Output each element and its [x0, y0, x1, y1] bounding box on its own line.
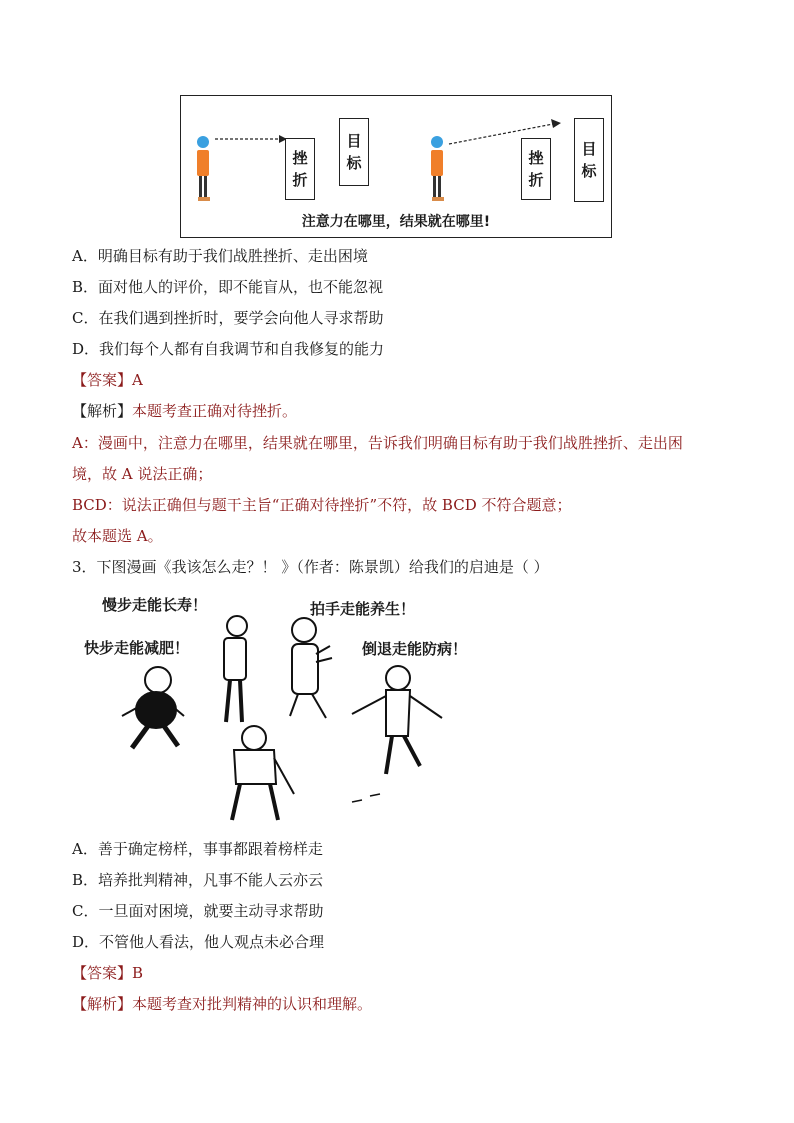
q2-answer — [72, 370, 143, 390]
q2-option-c: C．在我们遇到挫折时，要学会向他人寻求帮助 — [72, 309, 384, 327]
q3-option-a: A．善于确定榜样，事事都跟着榜样走 — [72, 840, 323, 858]
q2-explain-line-2: 境，故 A 说法正确； — [72, 465, 213, 483]
q2-option-d: D．我们每个人都有自我调节和自我修复的能力 — [72, 340, 385, 358]
analysis-label: 【解析】 — [72, 402, 133, 420]
slow-walker-figure — [224, 616, 247, 722]
person-figure-right — [431, 136, 444, 201]
analysis-text: 本题考查对批判精神的认识和理解。 — [132, 995, 373, 1013]
person-figure-left — [197, 136, 210, 201]
setback-card-right: 挫 折 — [521, 138, 551, 200]
q2-explain-line-3: BCD：说法正确但与题干主旨“正确对待挫折”不符，故 BCD 不符合题意； — [72, 496, 572, 514]
bubble-clap-walk: 拍手走能养生！ — [310, 600, 416, 618]
bubble-fast-walk: 快步走能减肥！ — [84, 639, 190, 657]
fast-walker-figure — [122, 667, 184, 748]
setback-card-left: 挫 折 — [285, 138, 315, 200]
analysis-label: 【解析】 — [72, 995, 133, 1013]
q2-option-b: B．面对他人的评价，即不能盲从，也不能忽视 — [72, 278, 384, 296]
answer-value: A — [132, 371, 143, 389]
q2-analysis — [72, 401, 297, 421]
answer-label: 【答案】 — [72, 371, 133, 389]
goal-card-right: 目 标 — [574, 118, 604, 202]
q3-option-d: D．不管他人看法，他人观点未必合理 — [72, 933, 325, 951]
answer-value: B — [132, 964, 144, 982]
q2-explain-line-1: A：漫画中，注意力在哪里，结果就在哪里，告诉我们明确目标有助于我们战胜挫折、走出困 — [72, 434, 683, 452]
analysis-text: 本题考查正确对待挫折。 — [132, 402, 298, 420]
q3-analysis — [72, 994, 372, 1014]
q2-explain-line-4: 故本题选 A。 — [72, 527, 163, 545]
q3-stem: 3．下图漫画《我该怎么走？！ 》（作者：陈景凯）给我们的启迪是（ ） — [72, 558, 549, 576]
q3-option-b: B．培养批判精神，凡事不能人云亦云 — [72, 871, 324, 889]
backward-walker-figure — [352, 666, 442, 774]
cartoon-figures — [80, 588, 500, 828]
q3-answer — [72, 963, 143, 983]
figure-caption: 注意力在哪里，结果就在哪里! — [301, 214, 491, 230]
walking-cartoon — [80, 588, 500, 828]
q3-option-c: C．一旦面对困境，就要主动寻求帮助 — [72, 902, 324, 920]
bending-walker-figure — [232, 726, 294, 820]
answer-label: 【答案】 — [72, 964, 133, 982]
bubble-slow-walk: 慢步走能长寿！ — [102, 596, 208, 614]
goal-setback-figure — [180, 95, 612, 238]
q2-option-a: A．明确目标有助于我们战胜挫折、走出困境 — [72, 247, 368, 265]
goal-card-left: 目 标 — [339, 118, 369, 186]
clapping-walker-figure — [290, 618, 332, 718]
bubble-back-walk: 倒退走能防病！ — [362, 640, 468, 658]
